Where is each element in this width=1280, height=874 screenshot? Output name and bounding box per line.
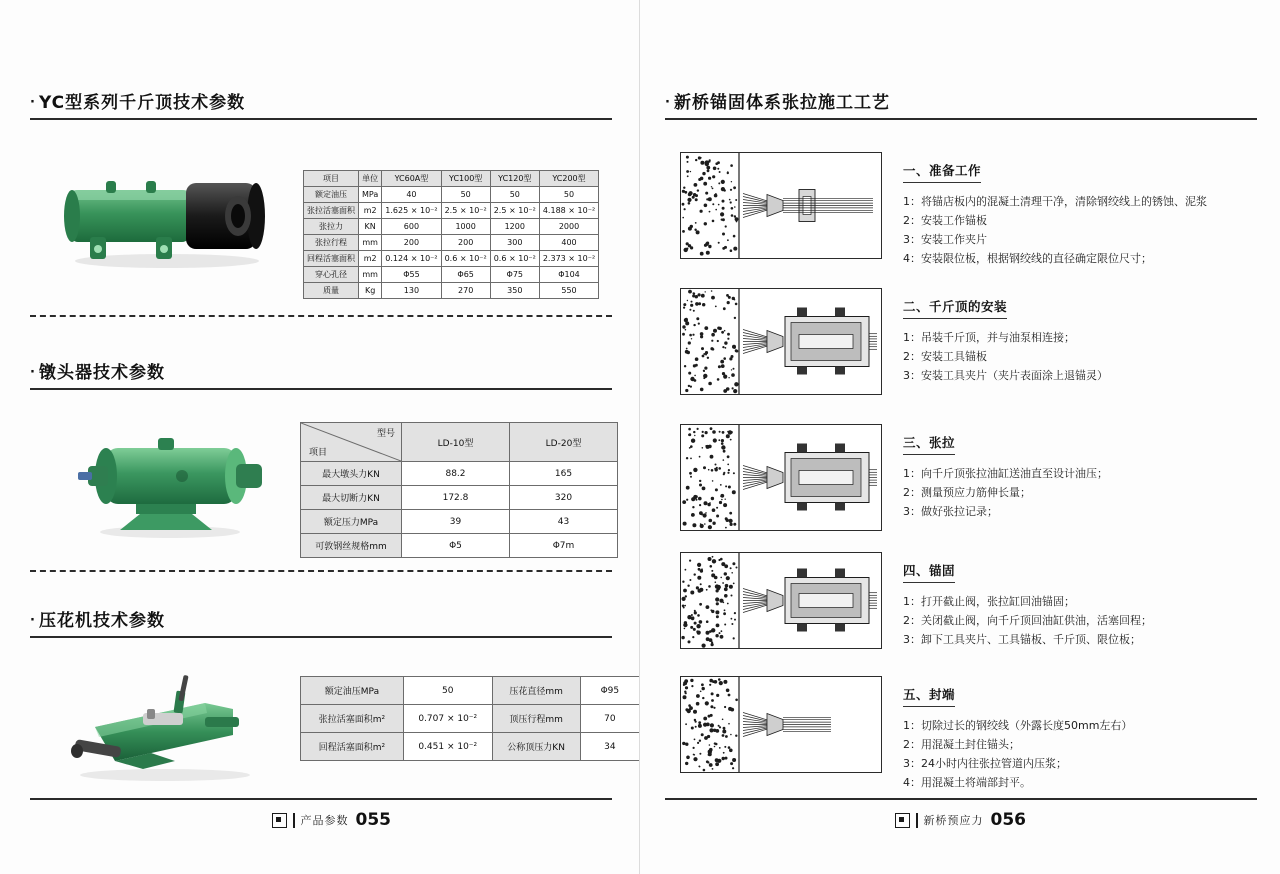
footer-divider bbox=[293, 813, 295, 828]
table-cell: 600 bbox=[382, 219, 441, 235]
table-cell: 额定油压 bbox=[304, 187, 359, 203]
divider-rule bbox=[30, 388, 612, 390]
step-item-list bbox=[903, 192, 1253, 268]
table-cell: 400 bbox=[539, 235, 598, 251]
process-step-3 bbox=[903, 432, 1253, 521]
table-cell: 压花直径mm bbox=[492, 677, 580, 705]
process-diagram-4 bbox=[680, 552, 882, 649]
table-cell: Kg bbox=[359, 283, 382, 299]
step-item: 1：向千斤顶张拉油缸送油直至设计油压； bbox=[903, 467, 1108, 480]
table-cell: 张拉活塞面积m² bbox=[301, 705, 404, 733]
page-number: 055 bbox=[355, 810, 391, 830]
step-item: 3：卸下工具夹片、工具锚板、千斤顶、限位板； bbox=[903, 633, 1141, 646]
table-cell: 0.707 × 10⁻² bbox=[403, 705, 492, 733]
divider-rule bbox=[665, 118, 1257, 120]
step-title: 二、千斤顶的安装 bbox=[903, 297, 1007, 319]
table-cell: Φ55 bbox=[382, 267, 441, 283]
table-row bbox=[301, 486, 618, 510]
table-cell: 43 bbox=[510, 510, 618, 534]
table-cell: Φ7m bbox=[510, 534, 618, 558]
table-header-cell: YC100型 bbox=[441, 171, 490, 187]
process-diagram-1 bbox=[680, 152, 882, 259]
process-diagram-5 bbox=[680, 676, 882, 773]
product-image-jack bbox=[60, 165, 275, 270]
table-cell: 320 bbox=[510, 486, 618, 510]
step-item: 3：安装工作夹片 bbox=[903, 233, 987, 246]
process-diagram-3 bbox=[680, 424, 882, 531]
table-cell: 公称顶压力KN bbox=[492, 733, 580, 761]
step-item: 4：用混凝土将端部封平。 bbox=[903, 776, 1031, 789]
dashed-divider-2 bbox=[30, 570, 612, 572]
divider-rule bbox=[30, 118, 612, 120]
table-row bbox=[301, 733, 640, 761]
table-header-cell: YC120型 bbox=[490, 171, 539, 187]
step-item: 1：将锚店板内的混凝土清理干净，清除钢绞线上的锈蚀、泥浆 bbox=[903, 195, 1207, 208]
footer-left bbox=[0, 810, 640, 840]
table-cell: 70 bbox=[580, 705, 639, 733]
footer-right bbox=[640, 810, 1280, 840]
table-cell: 可敦钢丝规格mm bbox=[301, 534, 402, 558]
table-cell: 1200 bbox=[490, 219, 539, 235]
step-title: 三、张拉 bbox=[903, 433, 955, 455]
table-cell: 顶压行程mm bbox=[492, 705, 580, 733]
step-item: 1：打开截止阀，张拉缸回油锚固； bbox=[903, 595, 1075, 608]
table-header-cell: 项目 bbox=[304, 171, 359, 187]
table-cell: 张拉力 bbox=[304, 219, 359, 235]
step-title: 一、准备工作 bbox=[903, 161, 981, 183]
table-header-cell: YC200型 bbox=[539, 171, 598, 187]
table-row bbox=[304, 187, 599, 203]
table-cell: Φ95 bbox=[580, 677, 639, 705]
step-item: 4：安装限位板，根据钢绞线的直径确定限位尺寸； bbox=[903, 252, 1152, 265]
table-cell: mm bbox=[359, 235, 382, 251]
table-row bbox=[304, 235, 599, 251]
footer-label: 新桥预应力 bbox=[923, 814, 984, 827]
step-item-list bbox=[903, 716, 1253, 792]
step-item: 1：切除过长的钢绞线（外露长度50mm左右） bbox=[903, 719, 1133, 732]
table-yc-specs bbox=[303, 170, 599, 299]
footer-divider bbox=[916, 813, 918, 828]
table-header-cell: YC60A型 bbox=[382, 171, 441, 187]
table-embossing-specs bbox=[300, 676, 640, 761]
table-cell: Φ75 bbox=[490, 267, 539, 283]
table-cell: 最大墩头力KN bbox=[301, 462, 402, 486]
table-cell: 2.5 × 10⁻² bbox=[490, 203, 539, 219]
step-item-list bbox=[903, 464, 1253, 521]
table-row bbox=[301, 462, 618, 486]
table-cell: 270 bbox=[441, 283, 490, 299]
table-cell: Φ5 bbox=[402, 534, 510, 558]
process-step-5 bbox=[903, 684, 1253, 792]
table-cell: 0.124 × 10⁻² bbox=[382, 251, 441, 267]
table-cell: 130 bbox=[382, 283, 441, 299]
process-diagram-2 bbox=[680, 288, 882, 395]
bullet-icon: · bbox=[30, 613, 36, 628]
table-row bbox=[304, 219, 599, 235]
table-cell: 2000 bbox=[539, 219, 598, 235]
table-row bbox=[304, 283, 599, 299]
step-item-list bbox=[903, 328, 1253, 385]
table-row bbox=[301, 534, 618, 558]
table-cell: 34 bbox=[580, 733, 639, 761]
section-title-yahua bbox=[30, 606, 165, 631]
process-step-4 bbox=[903, 560, 1253, 649]
table-row bbox=[304, 203, 599, 219]
step-item: 2：用混凝土封住锚头； bbox=[903, 738, 1020, 751]
step-item: 3：做好张拉记录； bbox=[903, 505, 998, 518]
table-cell: 穿心孔径 bbox=[304, 267, 359, 283]
table-header-cell: LD-20型 bbox=[510, 423, 618, 462]
table-row bbox=[301, 510, 618, 534]
table-cell: m2 bbox=[359, 203, 382, 219]
table-cell: 0.6 × 10⁻² bbox=[441, 251, 490, 267]
step-item: 2：安装工具锚板 bbox=[903, 350, 987, 363]
table-cell: 300 bbox=[490, 235, 539, 251]
table-cell: 200 bbox=[441, 235, 490, 251]
step-item: 1：吊装千斤顶，并与油泵相连接； bbox=[903, 331, 1075, 344]
table-cell: 4.188 × 10⁻² bbox=[539, 203, 598, 219]
bullet-icon: · bbox=[30, 95, 36, 110]
table-cell: mm bbox=[359, 267, 382, 283]
step-item: 2：关闭截止阀，向千斤顶回油缸供油，活塞回程； bbox=[903, 614, 1152, 627]
table-cell: 172.8 bbox=[402, 486, 510, 510]
section-title-text: 新桥锚固体系张拉施工工艺 bbox=[673, 93, 890, 113]
table-cell: 200 bbox=[382, 235, 441, 251]
table-cell: 张拉活塞面积 bbox=[304, 203, 359, 219]
table-cell: 回程活塞面积m² bbox=[301, 733, 404, 761]
product-image-heading-machine bbox=[70, 420, 270, 540]
table-cell: 1000 bbox=[441, 219, 490, 235]
step-title: 四、锚固 bbox=[903, 561, 955, 583]
table-header-cell: LD-10型 bbox=[402, 423, 510, 462]
table-heading-machine-specs bbox=[300, 422, 618, 558]
table-cell: 额定油压MPa bbox=[301, 677, 404, 705]
table-cell: 40 bbox=[382, 187, 441, 203]
right-page bbox=[640, 0, 1280, 874]
divider-rule bbox=[30, 636, 612, 638]
section-title-dun bbox=[30, 358, 165, 383]
table-cell: MPa bbox=[359, 187, 382, 203]
section-title-text: YC型系列千斤顶技术参数 bbox=[38, 93, 246, 113]
table-cell: 张拉行程 bbox=[304, 235, 359, 251]
table-cell: 88.2 bbox=[402, 462, 510, 486]
table-cell: Φ65 bbox=[441, 267, 490, 283]
table-cell: 165 bbox=[510, 462, 618, 486]
step-item: 3：安装工具夹片（夹片表面涂上退锚灵） bbox=[903, 369, 1108, 382]
step-item: 2：安装工作锚板 bbox=[903, 214, 987, 227]
step-item-list bbox=[903, 592, 1253, 649]
table-row bbox=[301, 705, 640, 733]
process-step-1 bbox=[903, 160, 1253, 268]
footer-square-icon bbox=[895, 813, 910, 828]
table-cell: 回程活塞面积 bbox=[304, 251, 359, 267]
table-cell: KN bbox=[359, 219, 382, 235]
process-step-2 bbox=[903, 296, 1253, 385]
table-row bbox=[301, 677, 640, 705]
step-item: 2：测量预应力筋伸长量； bbox=[903, 486, 1031, 499]
table-cell: 0.6 × 10⁻² bbox=[490, 251, 539, 267]
table-cell: 质量 bbox=[304, 283, 359, 299]
section-title-process bbox=[665, 88, 890, 113]
bullet-icon: · bbox=[30, 365, 36, 380]
table-cell: 50 bbox=[441, 187, 490, 203]
table-row bbox=[304, 267, 599, 283]
section-title-yc bbox=[30, 88, 245, 113]
table-corner-cell: 型号 项目 bbox=[301, 423, 402, 462]
table-cell: 0.451 × 10⁻² bbox=[403, 733, 492, 761]
table-cell: 最大切断力KN bbox=[301, 486, 402, 510]
step-item: 3：24小时内往张拉管道内压浆； bbox=[903, 757, 1067, 770]
table-cell: 50 bbox=[539, 187, 598, 203]
page-number: 056 bbox=[990, 810, 1026, 830]
footer-label: 产品参数 bbox=[300, 814, 349, 827]
table-cell: 额定压力MPa bbox=[301, 510, 402, 534]
section-title-text: 镦头器技术参数 bbox=[38, 363, 165, 383]
table-cell: 2.373 × 10⁻² bbox=[539, 251, 598, 267]
bullet-icon: · bbox=[665, 95, 671, 110]
product-image-embossing-machine bbox=[55, 665, 275, 785]
table-header-cell: 单位 bbox=[359, 171, 382, 187]
footer-square-icon bbox=[272, 813, 287, 828]
section-title-text: 压花机技术参数 bbox=[38, 611, 165, 631]
table-row bbox=[304, 251, 599, 267]
dashed-divider-1 bbox=[30, 315, 612, 317]
table-cell: 39 bbox=[402, 510, 510, 534]
table-cell: m2 bbox=[359, 251, 382, 267]
table-cell: 1.625 × 10⁻² bbox=[382, 203, 441, 219]
step-title: 五、封端 bbox=[903, 685, 955, 707]
table-cell: 50 bbox=[490, 187, 539, 203]
table-cell: 550 bbox=[539, 283, 598, 299]
table-cell: Φ104 bbox=[539, 267, 598, 283]
table-cell: 50 bbox=[403, 677, 492, 705]
table-cell: 2.5 × 10⁻² bbox=[441, 203, 490, 219]
table-cell: 350 bbox=[490, 283, 539, 299]
